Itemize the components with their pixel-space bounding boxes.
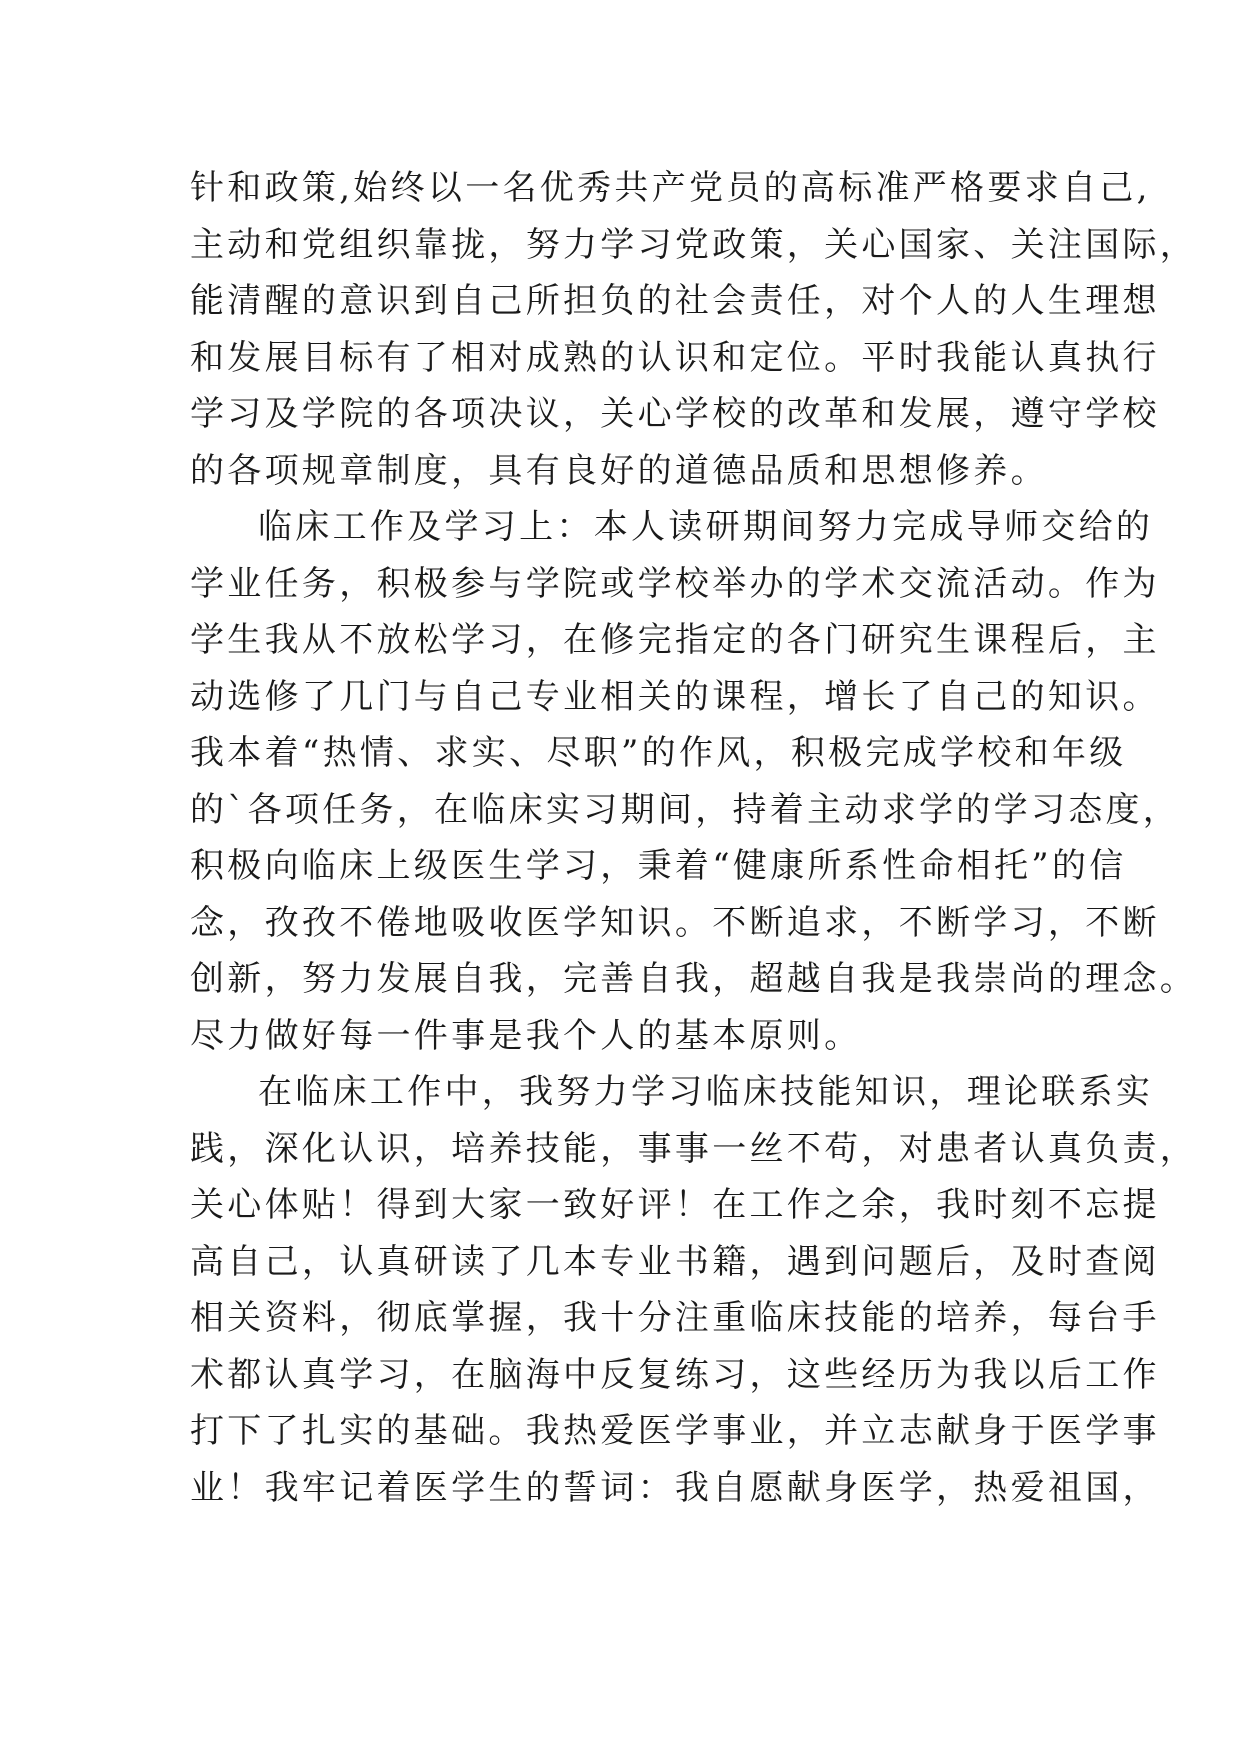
text-line: 创新，努力发展自我，完善自我，超越自我是我崇尚的理念。 <box>190 959 1198 999</box>
text-line: 相关资料，彻底掌握，我十分注重临床技能的培养，每台手 <box>190 1298 1160 1338</box>
text-line: 术都认真学习，在脑海中反复练习，这些经历为我以后工作 <box>190 1354 1160 1395</box>
text-line: 念，孜孜不倦地吸收医学知识。不断追求，不断学习，不断 <box>190 902 1160 943</box>
text-line: 尽力做好每一件事是我个人的基本原则。 <box>190 1015 862 1056</box>
text-line: 主动和党组织靠拢，努力学习党政策，关心国家、关注国际， <box>190 224 1198 265</box>
text-line: 针和政策,始终以一名优秀共产党员的高标准严格要求自己, <box>190 168 1151 208</box>
text-line: 的各项规章制度，具有良好的道德品质和思想修养。 <box>190 450 1048 491</box>
text-line: 我本着“热情、求实、尽职”的作风，积极完成学校和年级 <box>190 733 1127 773</box>
text-line: 能清醒的意识到自己所担负的社会责任，对个人的人生理想 <box>190 281 1160 321</box>
text-line: 学生我从不放松学习，在修完指定的各门研究生课程后，主 <box>190 620 1160 660</box>
text-line: 的`各项任务，在临床实习期间，持着主动求学的学习态度， <box>190 789 1181 830</box>
text-line: 高自己，认真研读了几本专业书籍，遇到问题后，及时查阅 <box>190 1241 1160 1282</box>
paragraph-start-line: 临床工作及学习上：本人读研期间努力完成导师交给的 <box>258 507 1154 547</box>
text-line: 践，深化认识，培养技能，事事一丝不苟，对患者认真负责， <box>190 1128 1198 1169</box>
text-line: 动选修了几门与自己专业相关的课程，增长了自己的知识。 <box>190 676 1160 717</box>
text-line: 学习及学院的各项决议，关心学校的改革和发展，遵守学校 <box>190 394 1160 434</box>
text-line: 学业任务，积极参与学院或学校举办的学术交流活动。作为 <box>190 563 1160 604</box>
paragraph-start-line: 在临床工作中，我努力学习临床技能知识，理论联系实 <box>258 1072 1154 1112</box>
text-line: 打下了扎实的基础。我热爱医学事业，并立志献身于医学事 <box>190 1411 1160 1451</box>
text-line: 关心体贴！得到大家一致好评！在工作之余，我时刻不忘提 <box>190 1185 1160 1225</box>
body-text <box>190 160 1198 1516</box>
text-line: 业！我牢记着医学生的誓词：我自愿献身医学，热爱祖国， <box>190 1467 1160 1508</box>
text-line: 和发展目标有了相对成熟的认识和定位。平时我能认真执行 <box>190 337 1160 378</box>
text-line: 积极向临床上级医生学习，秉着“健康所系性命相托”的信 <box>190 846 1127 886</box>
